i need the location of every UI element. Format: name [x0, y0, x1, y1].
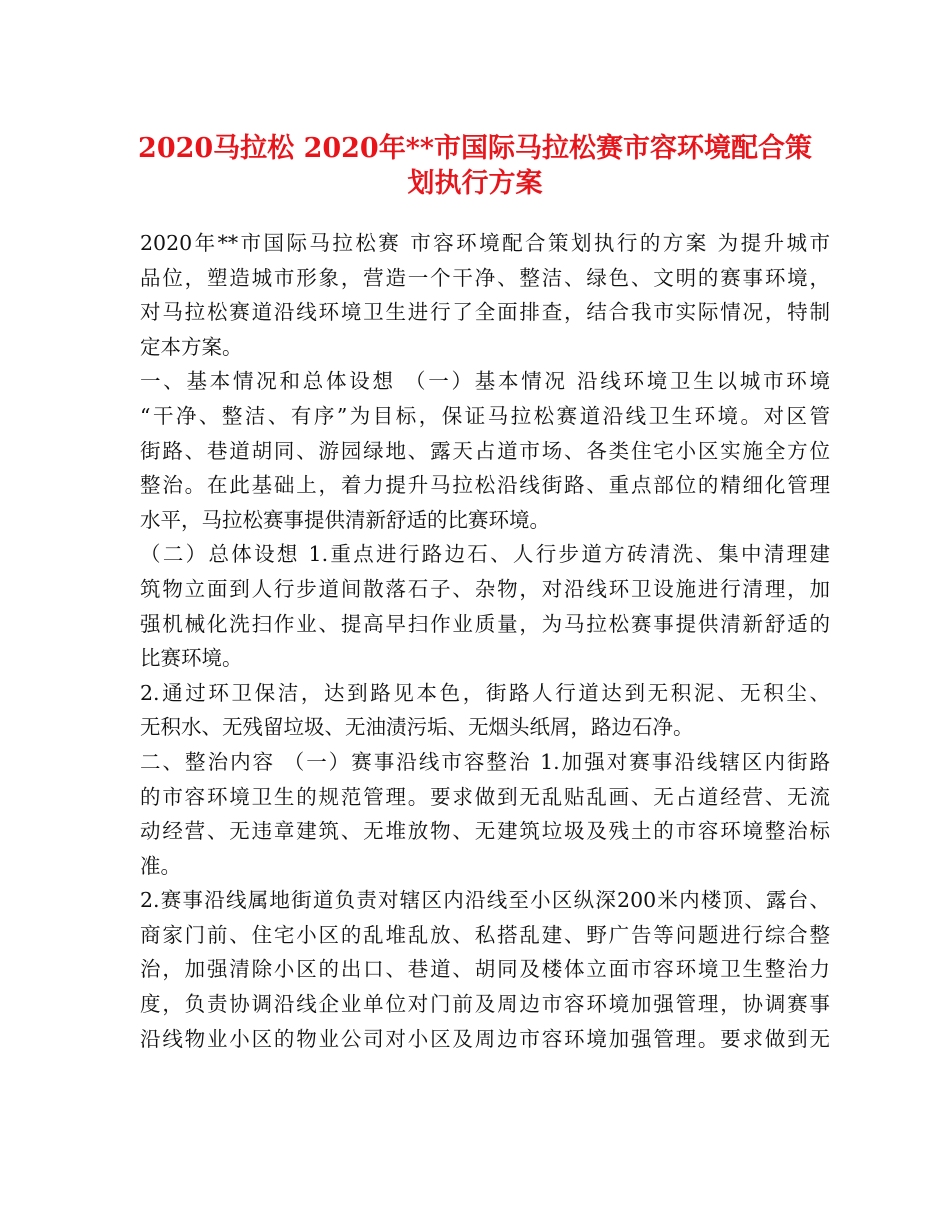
paragraph-line: 商家门前、住宅小区的乱堆乱放、私搭乱建、野广告等问题进行综合整 [140, 922, 830, 947]
title-line: 划执行方案 [407, 167, 543, 199]
paragraph-line: 2.赛事沿线属地街道负责对辖区内沿线至小区纵深200米内楼顶、露台、 [140, 888, 830, 913]
paragraph-line: （二）总体设想 1.重点进行路边石、人行步道方砖清洗、集中清理建 [140, 542, 830, 567]
paragraph-line: 比赛环境。 [140, 646, 243, 671]
paragraph-line: 整治。在此基础上，着力提升马拉松沿线街路、重点部位的精细化管理 [140, 473, 830, 498]
paragraph-line: 对马拉松赛道沿线环境卫生进行了全面排查，结合我市实际情况，特制 [140, 300, 830, 325]
paragraph-line: 一、基本情况和总体设想 （一）基本情况 沿线环境卫生以城市环境 [140, 369, 830, 394]
paragraph-line: 无积水、无残留垃圾、无油渍污垢、无烟头纸屑，路边石净。 [140, 715, 694, 740]
paragraph-line: 度，负责协调沿线企业单位对门前及周边市容环境加强管理，协调赛事 [140, 992, 830, 1017]
paragraph-line: 筑物立面到人行步道间散落石子、杂物，对沿线环卫设施进行清理，加 [140, 576, 830, 601]
paragraph-line: 2020年**市国际马拉松赛 市容环境配合策划执行的方案 为提升城市 [140, 231, 830, 255]
paragraph-line: 街路、巷道胡同、游园绿地、露天占道市场、各类住宅小区实施全方位 [140, 438, 830, 463]
paragraph-line: 品位，塑造城市形象，营造一个干净、整洁、绿色、文明的赛事环境， [140, 265, 830, 290]
document-body [140, 226, 830, 1056]
paragraph-line: 2.通过环卫保洁，达到路见本色，街路人行道达到无积泥、无积尘、 [140, 680, 830, 705]
paragraph-line: 水平，马拉松赛事提供清新舒适的比赛环境。 [140, 507, 550, 532]
paragraph-line: 的市容环境卫生的规范管理。要求做到无乱贴乱画、无占道经营、无流 [140, 784, 830, 809]
title-line: 2020马拉松 2020年**市国际马拉松赛市容环境配合策 [138, 133, 812, 164]
paragraph-line: 准。 [140, 853, 181, 878]
paragraph-line: 治，加强清除小区的出口、巷道、胡同及楼体立面市容环境卫生整治力 [140, 957, 830, 982]
document-title [120, 122, 830, 199]
paragraph-line: 定本方案。 [140, 334, 243, 359]
paragraph-line: 动经营、无违章建筑、无堆放物、无建筑垃圾及残土的市容环境整治标 [140, 819, 830, 844]
paragraph-line: 强机械化洗扫作业、提高早扫作业质量，为马拉松赛事提供清新舒适的 [140, 611, 830, 636]
paragraph-line: “干净、整洁、有序”为目标，保证马拉松赛道沿线卫生环境。对区管 [140, 403, 830, 428]
paragraph-line: 二、整治内容 （一）赛事沿线市容整治 1.加强对赛事沿线辖区内街路 [140, 749, 830, 774]
paragraph-line: 沿线物业小区的物业公司对小区及周边市容环境加强管理。要求做到无 [140, 1026, 830, 1051]
